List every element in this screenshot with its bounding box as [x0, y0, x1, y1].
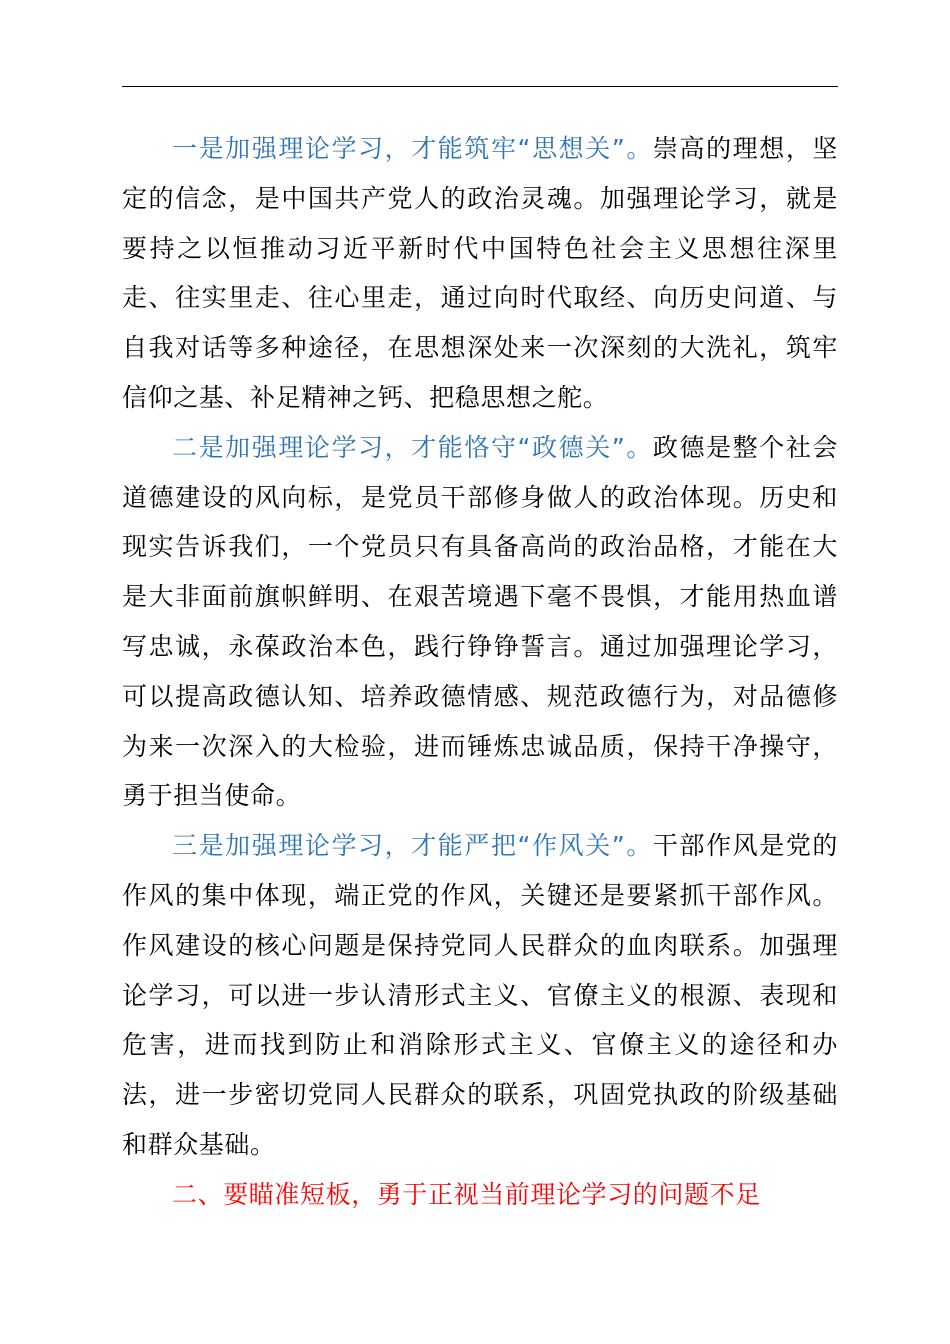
header-rule [122, 86, 838, 87]
paragraph-2-lead: 二是加强理论学习，才能恪守“政德关”。 [172, 432, 653, 462]
paragraph-1-lead: 一是加强理论学习，才能筑牢“思想关”。 [172, 134, 653, 163]
section-heading: 二、要瞄准短板，勇于正视当前理论学习的问题不足 [172, 1179, 761, 1209]
paragraph-2 [122, 423, 838, 821]
document-body [122, 124, 838, 1220]
paragraph-3-body: 干部作风是党的作风的集中体现，端正党的作风，关键还是要紧抓干部作风。作风建设的核心问题是保持党同人民群众的血肉联系。加强理论学习，可以进一步认清形式主义、官僚主义的根源、表现和危害，进而找到防止和消除形式主义、官僚主义的途径和办法，进一步密切党同人民群众的联系，巩固党执政的阶级基础和群众基础。 [122, 831, 838, 1159]
paragraph-1-body: 崇高的理想，坚定的信念，是中国共产党人的政治灵魂。加强理论学习，就是要持之以恒推动习近平新时代中国特色社会主义思想往深里走、往实里走、往心里走，通过向时代取经、向历史问道、与自我对话等多种途径，在思想深处来一次深刻的大洗礼，筑牢信仰之基、补足精神之钙、把稳思想之舵。 [122, 134, 838, 412]
paragraph-3-lead: 三是加强理论学习，才能严把“作风关”。 [172, 831, 653, 861]
paragraph-1 [122, 124, 838, 423]
paragraph-3 [122, 821, 838, 1170]
paragraph-2-body: 政德是整个社会道德建设的风向标，是党员干部修身做人的政治体现。历史和现实告诉我们，一个党员只有具备高尚的政治品格，才能在大是大非面前旗帜鲜明、在艰苦境遇下毫不畏惧，才能用热血谱写忠诚，永葆政治本色，践行铮铮誓言。通过加强理论学习，可以提高政德认知、培养政德情感、规范政德行为，对品德修为来一次深入的大检验，进而锤炼忠诚品质，保持干净操守，勇于担当使命。 [122, 432, 838, 811]
